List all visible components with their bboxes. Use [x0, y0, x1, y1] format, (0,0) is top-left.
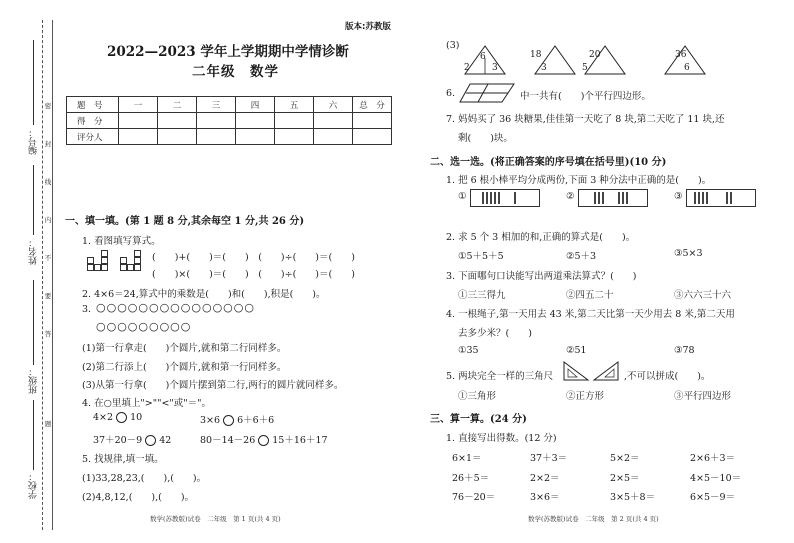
sticks-option-2 [578, 189, 648, 207]
label-school: 学校： [29, 472, 39, 499]
circles-row-2: ○○○○○○○○○ [96, 320, 192, 333]
s1-q5-b[interactable]: (2)4,8,12,( ),( )。 [82, 492, 195, 503]
q6-text[interactable]: 中一共有( )个平行四边形。 [520, 91, 651, 102]
compare-2: 3×6 6＋6＋6 [200, 415, 275, 426]
section2-heading: 二、选一选。(将正确答案的序号填在括号里)(10 分) [430, 157, 667, 168]
circles-row-1: ○○○○○○○○○○○○○○○ [96, 301, 255, 314]
s1-q1-line1[interactable]: ( )+( )＝( ) ( )÷( )＝( ) [152, 252, 355, 263]
number-triangles [455, 44, 775, 78]
s1-q3-b[interactable]: (2)第二行添上( )个圆片,就和第一行同样多。 [82, 362, 287, 373]
section1-heading: 一、填一填。(第 1 题 8 分,其余每空 1 分,共 26 分) [65, 216, 305, 227]
label-name: 姓名： [29, 238, 39, 265]
sticks-option-3 [686, 189, 756, 207]
compare-circle[interactable] [116, 412, 127, 423]
s1-q5: 5. 找规律,填一填。 [82, 454, 164, 465]
s1-q5-a[interactable]: (1)33,28,23,( ),( )。 [82, 473, 207, 484]
s1-q3: 3. [82, 304, 92, 315]
parallelogram-figure [458, 82, 516, 104]
s2-q5: 5. 两块完全一样的三角尺 [446, 371, 554, 382]
section3-heading: 三、算一算。(24 分) [430, 414, 527, 425]
s1-q3-a[interactable]: (1)第一行拿走( )个圆片,就和第二行同样多。 [82, 343, 287, 354]
compare-3: 37＋20－9 42 [93, 435, 172, 446]
s1-q3-c[interactable]: (3)从第一行拿( )个圆片摆到第二行,两行的圆片就同样多。 [82, 380, 344, 391]
s2-q4-b[interactable]: 去多少米？( ) [458, 328, 532, 339]
s2-q4: 4. 一根绳子,第一天用去 43 米,第二天比第一天少用去 8 米,第二天用 [446, 309, 735, 320]
s1-q1-line2[interactable]: ( )×( )＝( ) ( )÷( )＝( ) [152, 269, 355, 280]
score-table-header: 题 号 一 二 三 四 五 六 总 分 [67, 97, 392, 113]
s1-q1: 1. 看图填写算式。 [82, 236, 161, 247]
page-subtitle: 二年级 数学 [192, 64, 279, 80]
s2-q2: 2. 求 5 个 3 相加的和,正确的算式是( )。 [446, 232, 636, 243]
label-class: 班级： [29, 367, 39, 394]
edition-label: 版本:苏教版 [345, 22, 391, 32]
s3-q1: 1. 直接写出得数。(12 分) [446, 433, 557, 444]
footer-right: 数学(苏教版)试卷 二年级 第 2 页(共 4 页) [528, 515, 659, 523]
s1-q4: 4. 在○里填上">""<"或"＝"。 [82, 398, 212, 409]
q6-number: 6. [446, 88, 456, 99]
seal-line [52, 20, 53, 530]
compare-circle[interactable] [223, 415, 234, 426]
s2-q1: 1. 把 6 根小棒平均分成两份,下面 3 种分法中正确的是( )。 [446, 175, 712, 186]
s2-q3: 3. 下面哪句口诀能写出两道乘法算式？( ) [446, 271, 637, 282]
score-table [66, 96, 392, 145]
footer-left: 数学(苏教版)试卷 二年级 第 1 页(共 4 页) [150, 515, 281, 523]
q3-label: (3) [446, 40, 460, 51]
compare-circle[interactable] [145, 435, 156, 446]
triangle-rulers [562, 360, 622, 382]
sticks-option-1 [470, 189, 540, 207]
label-id: 编号： [29, 128, 39, 155]
cut-line [42, 20, 43, 530]
s2-q5-b[interactable]: ,不可以拼成( )。 [624, 371, 711, 382]
q7: 7. 妈妈买了 36 块糖果,佳佳第一天吃了 8 块,第二天吃了 11 块,还 [446, 114, 725, 125]
compare-1: 4×2 10 [93, 412, 143, 423]
page-title: 2022—2023 学年上学期期中学情诊断 [107, 44, 349, 60]
score-row: 得 分 [67, 113, 392, 129]
compare-4: 80－14－26 15＋16＋17 [200, 435, 328, 446]
s1-q2[interactable]: 2. 4×6＝24,算式中的乘数是( )和( ),积是( )。 [82, 289, 326, 300]
grader-row: 评分人 [67, 129, 392, 145]
compare-circle[interactable] [258, 435, 269, 446]
q7-b[interactable]: 剩( )块。 [458, 133, 513, 144]
